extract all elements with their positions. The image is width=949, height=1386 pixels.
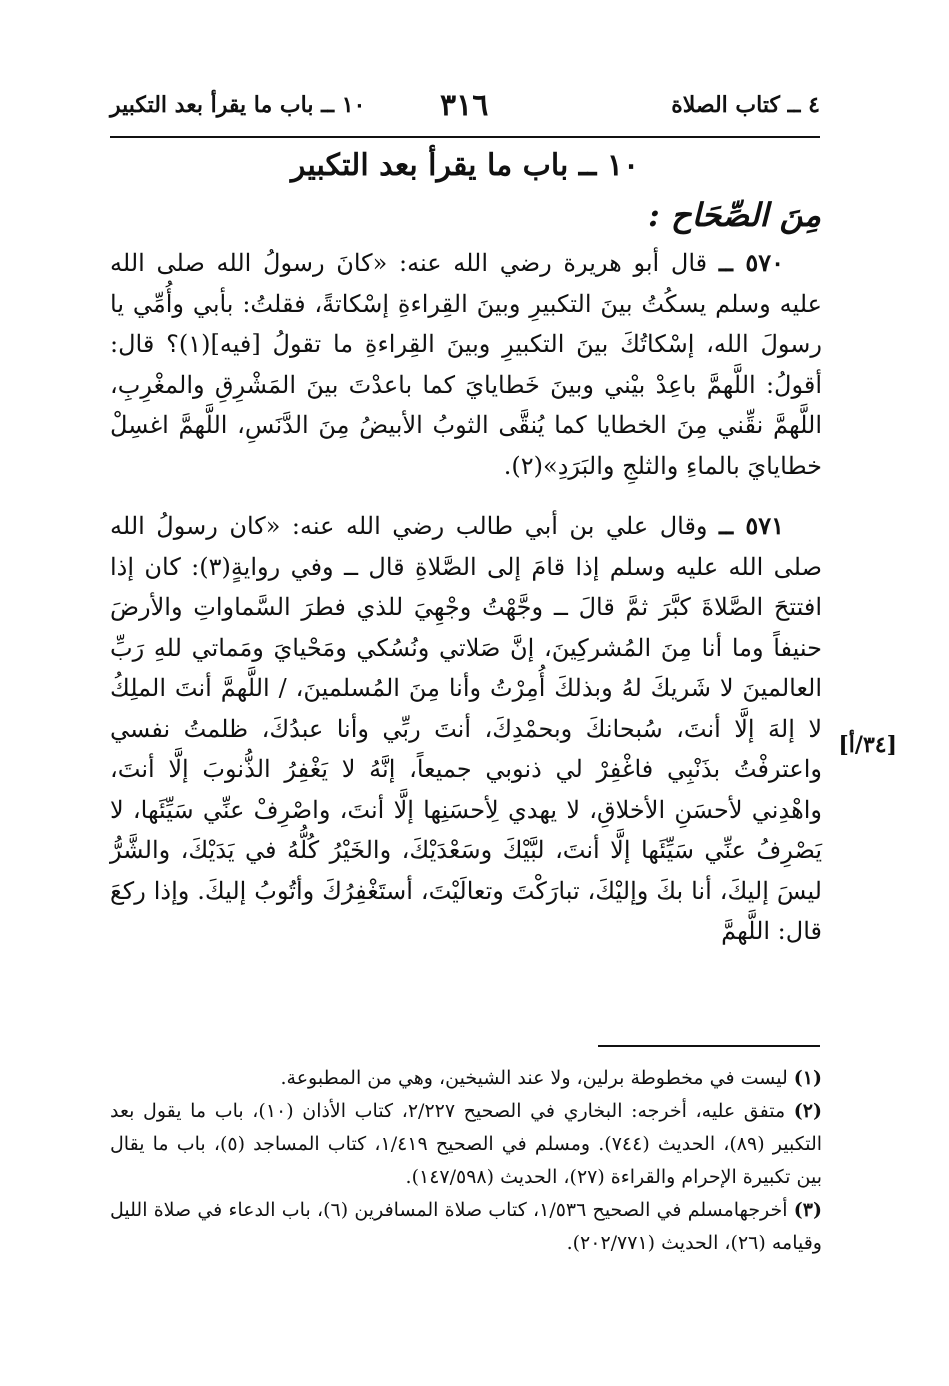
hadith-text: قال أبو هريرة رضي الله عنه: «كانَ رسولُ الله صلى الله عليه وسلم يسكُتُ بينَ التكبيرِ وبينَ القِراءةِ إسْكاتةً، فقلتُ: بأبي وأُمِّي يا رسولَ الله، إسْكاتُكَ بينَ التكبيرِ وبينَ القِراءةِ ما تقولُ [فيه](١)؟ قال: أقولُ: اللَّهمَّ باعِدْ بيْني وبينَ خَطايايَ كما باعدْتَ بينَ المَشْرِقِ والمغْرِبِ، اللَّهمَّ نقِّني مِنَ الخطايا كما يُنقَّى الثوبُ الأبيضُ مِنَ الدَّنَسِ، اللَّهمَّ اغسِلْ خطايايَ بالماءِ والثلجِ والبَرَدِ»(٢). bbox=[110, 249, 823, 480]
footnote bbox=[110, 1062, 822, 1095]
hadith-paragraph bbox=[110, 506, 822, 952]
header-chapter-ref: ٤ ــ كتاب الصلاة bbox=[671, 92, 820, 118]
footnote-number: (٢) bbox=[793, 1100, 822, 1122]
footnotes bbox=[110, 1062, 822, 1260]
header-rule bbox=[110, 136, 820, 138]
footnote bbox=[110, 1194, 822, 1260]
chapter-title: ١٠ ــ باب ما يقرأ بعد التكبير bbox=[290, 148, 640, 183]
footnote-number: (٣) bbox=[793, 1199, 822, 1221]
section-label: مِنَ الصِّحَاح : bbox=[647, 196, 821, 234]
hadith-paragraph bbox=[110, 243, 822, 486]
header-section-ref: ١٠ ــ باب ما يقرأ بعد التكبير bbox=[110, 92, 366, 118]
page-number: ٣١٦ bbox=[440, 88, 489, 123]
main-text bbox=[110, 243, 822, 952]
footnote-text: متفق عليه، أخرجه: البخاري في الصحيح ٢/٢٢٧، كتاب الأذان (١٠)، باب ما يقول بعد التكبير (٨٩)، الحديث (٧٤٤). ومسلم في الصحيح ١/٤١٩، كتاب المساجد (٥)، باب ما يقال بين تكبيرة الإحرام والقراءة (٢٧)، الحديث (١٤٧/٥٩٨). bbox=[110, 1100, 823, 1188]
hadith-number: ٥٧٠ ــ bbox=[718, 248, 785, 277]
manuscript-folio-ref: [٣٤/أ] bbox=[838, 732, 897, 758]
hadith-text: وقال علي بن أبي طالب رضي الله عنه: «كان رسولُ الله صلى الله عليه وسلم إذا قامَ إلى الصَّلاةِ قال ــ وفي روايةٍ(٣): كان إذا افتتحَ الصَّلاةَ كبَّرَ ثمَّ قالَ ــ وجَّهْتُ وجْهِيَ للذي فطرَ السَّماواتِ والأرضَ حنيفاً وما أنا مِنَ المُشركِينَ، إنَّ صَلاتي ونُسُكي ومَحْيايَ ومَماتي للهِ رَبِّ العالمينَ لا شَريكَ لهُ وبذلكَ أُمِرْتُ وأنا مِنَ المُسلمينَ، / اللَّهمَّ أنتَ الملِكُ لا إلهَ إلَّا أنتَ، سُبحانكَ وبحمْدِكَ، أنتَ ربِّي وأنا عبدُكَ، ظلمتُ نفسي واعترفْتُ بذَنْبِي فاغْفِرْ لي ذنوبي جميعاً، إنَّهُ لا يَغْفِرُ الذُّنوبَ إلَّا أنتَ، واهْدِني لأحسَنِ الأخلاقِ، لا يهدي لِأحسَنِها إلَّا أنتَ، واصْرِفْ عنِّي سَيِّئَها، لا يَصْرِفُ عنِّي سَيِّئَها إلَّا أنتَ، لبَّيْكَ وسَعْدَيْكَ، والخَيْرُ كُلُّهُ في يَدَيْكَ، والشَّرُّ ليسَ إليكَ، أنا بكَ وإليْكَ، تبارَكْتَ وتعالَيْتَ، أستَغْفِرُكَ وأتُوبُ إليكَ. وإذا ركعَ قال: اللَّهمَّ bbox=[110, 512, 823, 945]
footnote bbox=[110, 1095, 822, 1194]
footnote-rule bbox=[598, 1045, 820, 1047]
running-header bbox=[110, 88, 820, 132]
footnote-text: أخرجهامسلم في الصحيح ١/٥٣٦، كتاب صلاة المسافرين (٦)، باب الدعاء في صلاة الليل وقيامه (٢٦)، الحديث (٢٠٢/٧٧١). bbox=[110, 1199, 822, 1254]
footnote-number: (١) bbox=[793, 1067, 822, 1089]
footnote-text: ليست في مخطوطة برلين، ولا عند الشيخين، وهي من المطبوعة. bbox=[280, 1067, 794, 1089]
hadith-number: ٥٧١ ــ bbox=[719, 511, 785, 540]
